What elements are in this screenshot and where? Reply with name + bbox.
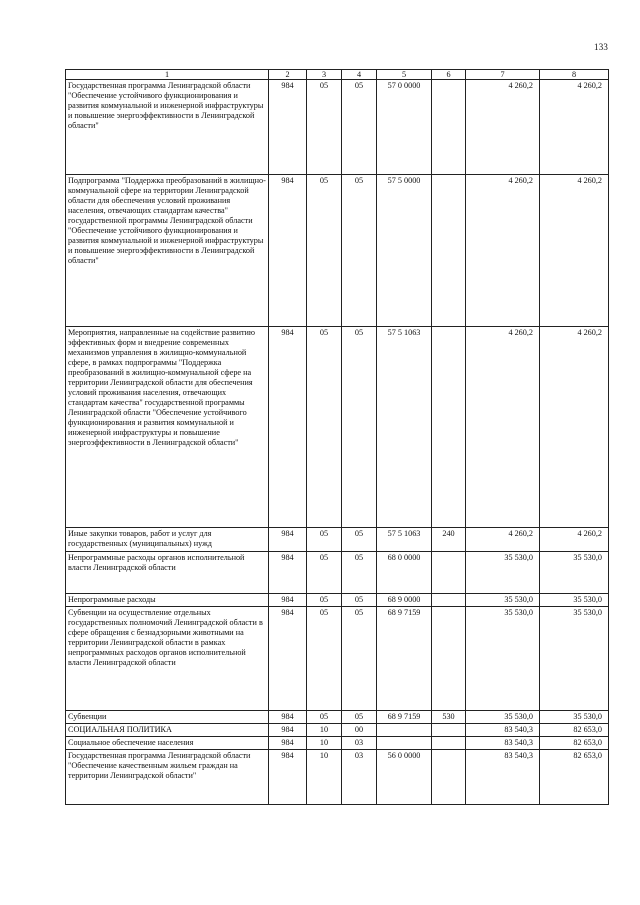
row-amount-2: 82 653,0 [540, 724, 609, 737]
row-target-article: 68 0 0000 [377, 552, 432, 594]
row-amount-1: 35 530,0 [466, 594, 540, 607]
row-amount-1: 4 260,2 [466, 528, 540, 552]
row-name: Непрограммные расходы [66, 594, 269, 607]
row-section: 05 [307, 175, 342, 327]
table-row [66, 607, 609, 711]
row-target-article [377, 724, 432, 737]
row-amount-1: 83 540,3 [466, 724, 540, 737]
row-amount-2: 4 260,2 [540, 327, 609, 528]
row-section: 05 [307, 528, 342, 552]
row-expense-type [432, 175, 466, 327]
row-expense-type [432, 737, 466, 750]
row-amount-1: 83 540,3 [466, 737, 540, 750]
header-col-8: 8 [540, 70, 609, 80]
row-section: 05 [307, 594, 342, 607]
row-subsection: 05 [342, 552, 377, 594]
row-amount-1: 35 530,0 [466, 711, 540, 724]
row-target-article: 68 9 0000 [377, 594, 432, 607]
table-row [66, 711, 609, 724]
row-subsection: 05 [342, 594, 377, 607]
row-amount-2: 35 530,0 [540, 607, 609, 711]
row-expense-type [432, 594, 466, 607]
row-subsection: 05 [342, 327, 377, 528]
row-admin-code: 984 [269, 80, 307, 175]
table-row [66, 552, 609, 594]
table-row [66, 737, 609, 750]
row-name: Субвенции [66, 711, 269, 724]
row-name: Подпрограмма "Поддержка преобразований в жилищно-коммунальной сфере на территории Ленинградской области для обеспечения условий проживания населения, отвечающих стандартам качества" государственной программы Ленинградской области "Обеспечение устойчивого функционирования и развития коммунальной и инженерной инфраструктуры и повышение энергоэффективности в Ленинградской области" [66, 175, 269, 327]
row-target-article: 57 0 0000 [377, 80, 432, 175]
row-amount-1: 83 540,3 [466, 750, 540, 805]
row-target-article: 56 0 0000 [377, 750, 432, 805]
table-row [66, 750, 609, 805]
row-admin-code: 984 [269, 607, 307, 711]
row-expense-type [432, 80, 466, 175]
row-admin-code: 984 [269, 594, 307, 607]
row-amount-2: 4 260,2 [540, 528, 609, 552]
header-col-3: 3 [307, 70, 342, 80]
table-row [66, 594, 609, 607]
table-row [66, 528, 609, 552]
row-target-article [377, 737, 432, 750]
row-subsection: 05 [342, 528, 377, 552]
row-name: Непрограммные расходы органов исполнительной власти Ленинградской области [66, 552, 269, 594]
row-subsection: 03 [342, 750, 377, 805]
row-section: 10 [307, 724, 342, 737]
row-admin-code: 984 [269, 711, 307, 724]
row-section: 05 [307, 607, 342, 711]
table-row [66, 724, 609, 737]
row-admin-code: 984 [269, 175, 307, 327]
row-target-article: 57 5 1063 [377, 528, 432, 552]
row-target-article: 57 5 1063 [377, 327, 432, 528]
header-row [66, 70, 609, 80]
row-section: 10 [307, 750, 342, 805]
header-col-7: 7 [466, 70, 540, 80]
row-section: 05 [307, 552, 342, 594]
row-admin-code: 984 [269, 750, 307, 805]
row-name: СОЦИАЛЬНАЯ ПОЛИТИКА [66, 724, 269, 737]
header-col-1: 1 [66, 70, 269, 80]
row-section: 05 [307, 711, 342, 724]
row-amount-2: 35 530,0 [540, 552, 609, 594]
row-amount-1: 35 530,0 [466, 552, 540, 594]
header-col-5: 5 [377, 70, 432, 80]
row-subsection: 00 [342, 724, 377, 737]
row-expense-type [432, 750, 466, 805]
row-amount-2: 4 260,2 [540, 80, 609, 175]
row-amount-2: 35 530,0 [540, 711, 609, 724]
row-admin-code: 984 [269, 552, 307, 594]
row-expense-type: 240 [432, 528, 466, 552]
row-expense-type: 530 [432, 711, 466, 724]
row-amount-2: 82 653,0 [540, 750, 609, 805]
row-expense-type [432, 327, 466, 528]
row-amount-1: 4 260,2 [466, 80, 540, 175]
row-name: Социальное обеспечение населения [66, 737, 269, 750]
row-subsection: 05 [342, 80, 377, 175]
row-subsection: 05 [342, 607, 377, 711]
row-expense-type [432, 724, 466, 737]
row-subsection: 03 [342, 737, 377, 750]
row-admin-code: 984 [269, 528, 307, 552]
row-admin-code: 984 [269, 724, 307, 737]
row-name: Государственная программа Ленинградской области "Обеспечение качественным жильем граждан на территории Ленинградской области" [66, 750, 269, 805]
row-admin-code: 984 [269, 737, 307, 750]
header-col-2: 2 [269, 70, 307, 80]
row-subsection: 05 [342, 711, 377, 724]
row-section: 10 [307, 737, 342, 750]
table-row [66, 80, 609, 175]
row-name: Иные закупки товаров, работ и услуг для государственных (муниципальных) нужд [66, 528, 269, 552]
row-target-article: 68 9 7159 [377, 711, 432, 724]
row-expense-type [432, 552, 466, 594]
row-section: 05 [307, 327, 342, 528]
row-amount-2: 82 653,0 [540, 737, 609, 750]
row-name: Мероприятия, направленные на содействие развитию эффективных форм и внедрение современных механизмов управления в жилищно-коммунальной сфере, в рамках подпрограммы "Поддержка преобразований в жилищно-коммунальной сфере на территории Ленинградской области для обеспечения условий проживания населения, отвечающих стандартам качества" государственной программы Ленинградской области "Обеспечение устойчивого функционирования и развития коммунальной и инженерной инфраструктуры и повышение энергоэффективности в Ленинградской области" [66, 327, 269, 528]
row-name: Государственная программа Ленинградской области "Обеспечение устойчивого функционирования и развития коммунальной и инженерной инфраструктуры и повышение энергоэффективности в Ленинградской области" [66, 80, 269, 175]
row-admin-code: 984 [269, 327, 307, 528]
row-target-article: 68 9 7159 [377, 607, 432, 711]
page-number: 133 [594, 42, 609, 52]
header-col-6: 6 [432, 70, 466, 80]
table-row [66, 327, 609, 528]
row-amount-1: 35 530,0 [466, 607, 540, 711]
row-amount-2: 4 260,2 [540, 175, 609, 327]
row-section: 05 [307, 80, 342, 175]
row-amount-1: 4 260,2 [466, 327, 540, 528]
row-name: Субвенции на осуществление отдельных государственных полномочий Ленинградской области в сфере обращения с безнадзорными животными на территории Ленинградской области в рамках непрограммных расходов органов исполнительной власти Ленинградской области [66, 607, 269, 711]
row-amount-1: 4 260,2 [466, 175, 540, 327]
row-subsection: 05 [342, 175, 377, 327]
table-row [66, 175, 609, 327]
row-expense-type [432, 607, 466, 711]
row-amount-2: 35 530,0 [540, 594, 609, 607]
header-col-4: 4 [342, 70, 377, 80]
budget-table [65, 69, 609, 805]
row-target-article: 57 5 0000 [377, 175, 432, 327]
